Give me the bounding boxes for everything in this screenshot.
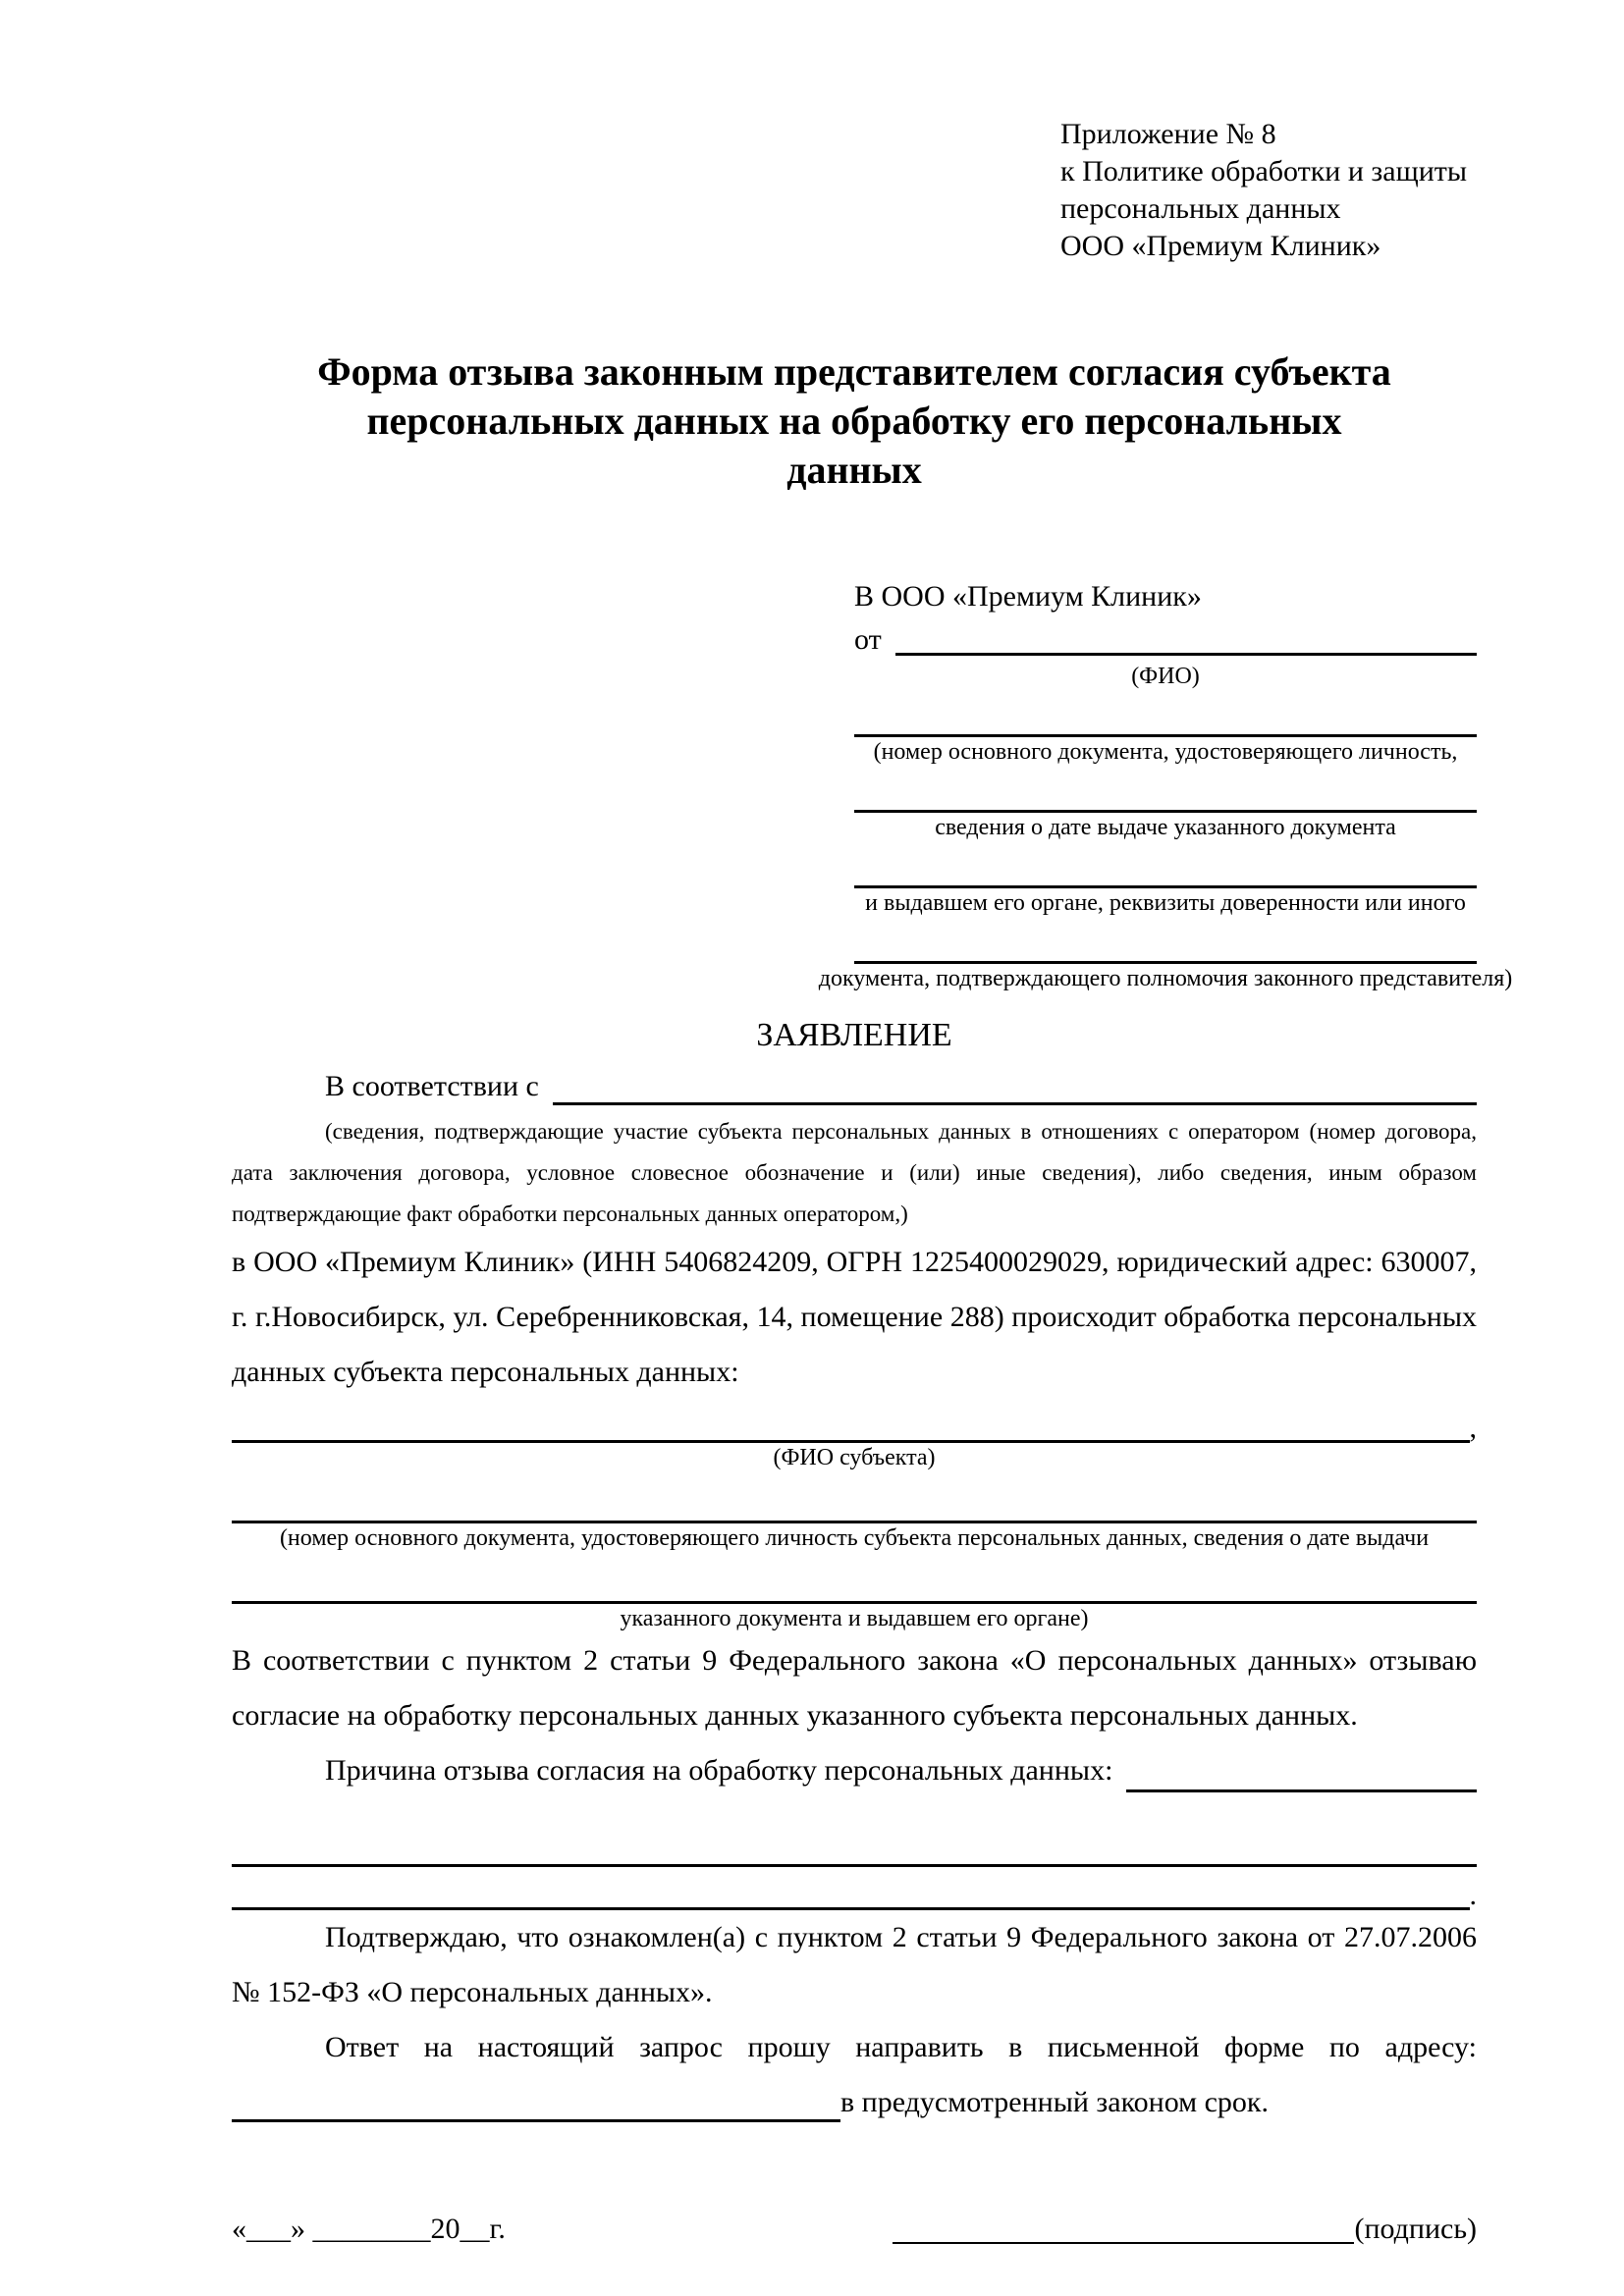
- issuing-authority-blank-field[interactable]: [854, 844, 1477, 888]
- addressee-block: [818, 575, 1513, 993]
- issue-date-caption: сведения о дате выдаче указанного документа: [935, 815, 1396, 840]
- appendix-line-3: персональных данных: [1060, 192, 1341, 225]
- confirm-paragraph: Подтверждаю, что ознакомлен(а) с пунктом 2 статьи 9 Федерального закона от 27.07.2006 № 152-ФЗ «О персональных данных».: [232, 1921, 1477, 2008]
- appendix-header: [1060, 116, 1477, 265]
- appendix-line-4: ООО «Премиум Клиник»: [1060, 230, 1381, 262]
- subject-document-caption-2: указанного документа и выдавшем его органе): [620, 1606, 1089, 1631]
- authority-document-blank-field[interactable]: [854, 920, 1477, 964]
- addressee-from-row: [854, 618, 1477, 662]
- signature-blank-field[interactable]: [893, 2207, 1354, 2244]
- reply-paragraph: Ответ на настоящий запрос прошу направить в письменной форме по адресу:: [325, 2031, 1477, 2063]
- document-title: Форма отзыва законным представителем согласия субъекта персональных данных на обработку его персональных данных: [317, 349, 1391, 492]
- subject-fio-blank-field[interactable]: [232, 1397, 1470, 1443]
- signature-caption: (подпись): [1354, 2213, 1477, 2245]
- withdraw-paragraph: В соответствии с пунктом 2 статьи 9 Федерального закона «О персональных данных» отзываю согласие на обработку персональных данных указанного субъекта персональных данных.: [232, 1644, 1477, 1732]
- date-line[interactable]: «___» ________20__г.: [232, 2213, 506, 2245]
- trailing-period: .: [1469, 1879, 1477, 1911]
- according-label: В соответствии с: [325, 1070, 539, 1102]
- agreement-details-blank-field[interactable]: [553, 1062, 1477, 1105]
- fio-caption: (ФИО): [1131, 664, 1200, 689]
- according-row: [232, 1062, 1477, 1111]
- from-label: от: [854, 623, 882, 656]
- issuing-authority-caption: и выдавшем его органе, реквизиты доверенности или иного: [865, 890, 1466, 916]
- reply-address-row: [232, 2075, 1477, 2130]
- subject-document-blank-field[interactable]: [232, 1477, 1477, 1523]
- trailing-comma: ,: [1469, 1412, 1477, 1444]
- representative-document-number-blank-field[interactable]: [854, 693, 1477, 737]
- subject-document-row-2: [232, 1561, 1477, 1604]
- representative-fio-blank-field[interactable]: [895, 618, 1477, 656]
- agreement-details-note: (сведения, подтверждающие участие субъекта персональных данных в отношениях с оператором (номер договора, дата заключения договора, условное словесное обозначение и (или) иные сведения), либо сведения, иным образом подтверждающие факт обработки персональных данных оператором,): [232, 1119, 1477, 1226]
- reason-extra-row-1: [232, 1824, 1477, 1867]
- subject-document-caption: (номер основного документа, удостоверяющего личность субъекта персональных данных, сведения о дате выдачи: [279, 1525, 1430, 1551]
- subject-fio-row: [232, 1400, 1477, 1443]
- footer-row: [232, 2207, 1477, 2252]
- reason-label: Причина отзыва согласия на обработку персональных данных:: [325, 1754, 1113, 1787]
- appendix-line-2: к Политике обработки и защиты: [1060, 155, 1468, 187]
- subject-document-row: [232, 1480, 1477, 1523]
- signature-block: [893, 2207, 1477, 2252]
- document-issue-date-blank-field[interactable]: [854, 769, 1477, 813]
- document-number-caption: (номер основного документа, удостоверяющего личность,: [873, 739, 1458, 765]
- reason-row: [232, 1743, 1477, 1798]
- appendix-line-1: Приложение № 8: [1060, 118, 1276, 150]
- reply-tail: в предусмотренный законом срок.: [840, 2086, 1269, 2118]
- reason-blank-field-3[interactable]: [232, 1864, 1470, 1910]
- operator-paragraph: в ООО «Премиум Клиник» (ИНН 5406824209, ОГРН 1225400029029, юридический адрес: 630007, г. г.Новосибирск, ул. Серебренниковская, 14, помещение 288) происходит обработка персональных данных субъекта персональных данных:: [232, 1246, 1477, 1388]
- subject-fio-caption: (ФИО субъекта): [773, 1445, 936, 1470]
- subject-document-blank-field-2[interactable]: [232, 1558, 1477, 1604]
- statement-heading: ЗАЯВЛЕНИЕ: [756, 1017, 952, 1053]
- reason-extra-row-2: [232, 1867, 1477, 1910]
- authority-document-caption: документа, подтверждающего полномочия законного представителя): [818, 966, 1513, 991]
- addressee-organization: В ООО «Премиум Клиник»: [854, 580, 1202, 613]
- reason-blank-field[interactable]: [1126, 1743, 1477, 1792]
- reason-blank-field-2[interactable]: [232, 1821, 1477, 1867]
- reply-address-blank-field[interactable]: [232, 2075, 840, 2122]
